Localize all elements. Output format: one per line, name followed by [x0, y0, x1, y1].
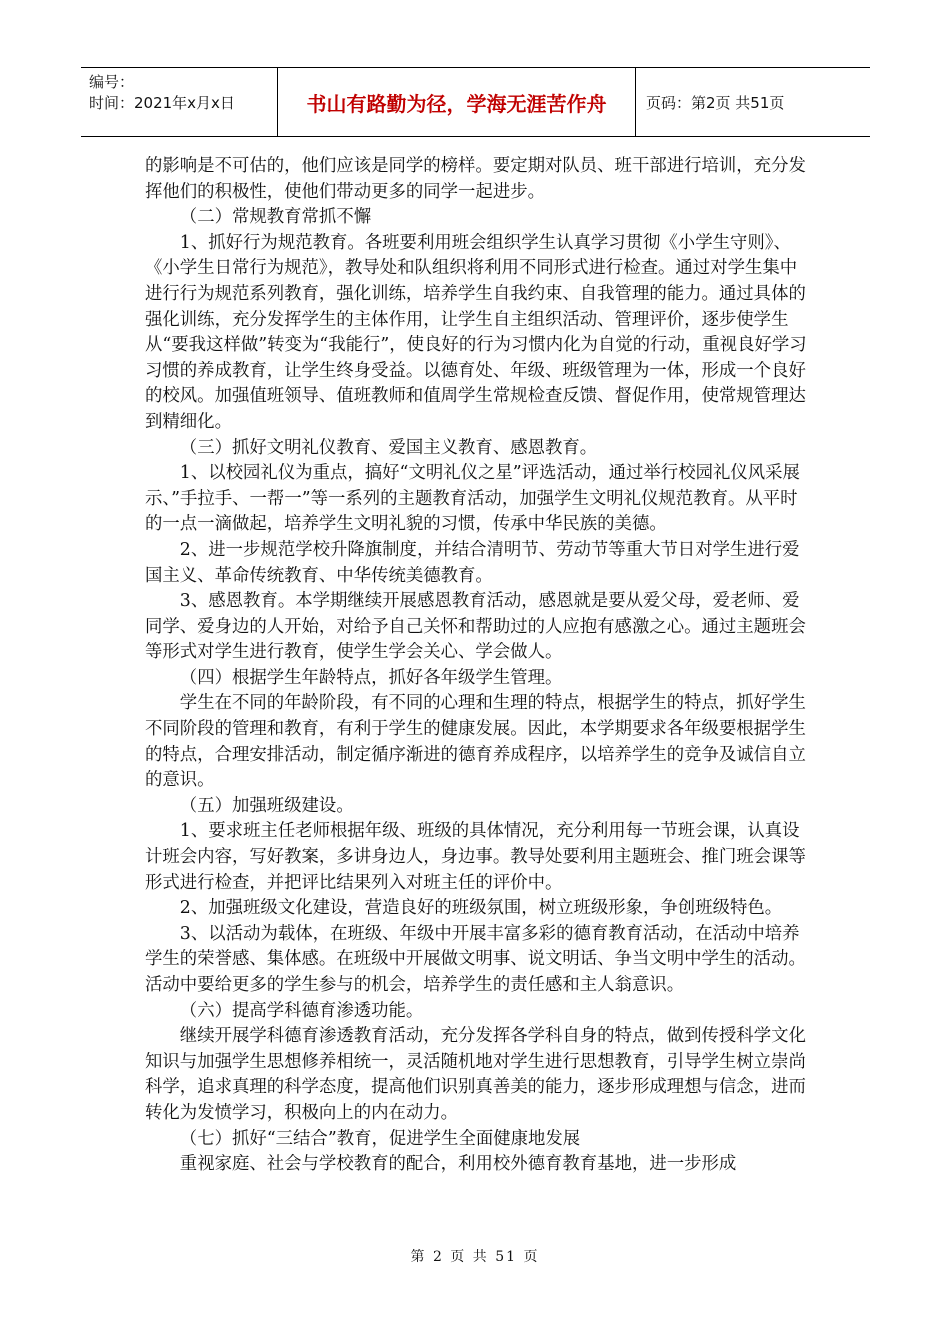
body-paragraph: 1、抓好行为规范教育。各班要利用班会组织学生认真学习贯彻《小学生守则》、《小学生日常行为规范》，教导处和队组织将利用不同形式进行检查。通过对学生集中进行行为规范系列教育，强化训练，培养学生自我约束、自我管理的能力。通过具体的强化训练，充分发挥学生的主体作用，让学生自主组织活动、管理评价，逐步使学生从“要我这样做”转变为“我能行”，使良好的行为习惯内化为自觉的行动，重视良好学习习惯的养成教育，让学生终身受益。以德育处、年级、班级管理为一体，形成一个良好的校风。加强值班领导、值班教师和值周学生常规检查反馈、督促作用，使常规管理达到精细化。: [145, 232, 807, 432]
section-heading: （三）抓好文明礼仪教育、爱国主义教育、感恩教育。: [179, 437, 598, 458]
section-heading: （七）抓好“三结合”教育，促进学生全面健康地发展: [179, 1128, 581, 1149]
body-paragraph: 重视家庭、社会与学校教育的配合，利用校外德育教育基地，进一步形成: [179, 1154, 737, 1175]
header-motto: 书山有路勤为径，学海无涯苦作舟: [278, 68, 636, 136]
document-body: [145, 154, 810, 1178]
page-footer: 第 2 页 共 51 页: [410, 1249, 540, 1265]
section-heading: （五）加强班级建设。: [179, 795, 354, 816]
document-number-label: 编号：: [89, 73, 135, 91]
header-page-code: 页码：第2页 共51页: [646, 93, 785, 112]
header-meta: [81, 68, 278, 136]
body-paragraph: 1、要求班主任老师根据年级、班级的具体情况，充分利用每一节班会课，认真设计班会内容，写好教案，多讲身边人，身边事。教导处要利用主题班会、推门班会课等形式进行检查，并把评比结果列入对班主任的评价中。: [145, 821, 806, 893]
body-paragraph: 2、进一步规范学校升降旗制度，并结合清明节、劳动节等重大节日对学生进行爱国主义、革命传统教育、中华传统美德教育。: [145, 539, 800, 586]
body-paragraph: 2、加强班级文化建设，营造良好的班级氛围，树立班级形象，争创班级特色。: [179, 898, 783, 919]
body-paragraph: 学生在不同的年龄阶段，有不同的心理和生理的特点，根据学生的特点，抓好学生不同阶段的管理和教育，有利于学生的健康发展。因此，本学期要求各年级要根据学生的特点，合理安排活动，制定循序渐进的德育养成程序，以培养学生的竞争及诚信自立的意识。: [145, 693, 806, 791]
page-header: [81, 67, 870, 137]
body-paragraph: 的影响是不可估的，他们应该是同学的榜样。要定期对队员、班干部进行培训，充分发挥他们的积极性，使他们带动更多的同学一起进步。: [145, 156, 806, 202]
body-paragraph: 3、感恩教育。本学期继续开展感恩教育活动，感恩就是要从爱父母，爱老师、爱同学、爱身边的人开始，对给予自己关怀和帮助过的人应抱有感激之心。通过主题班会等形式对学生进行教育，使学生学会关心、学会做人。: [145, 591, 806, 663]
body-paragraph: 1、以校园礼仪为重点，搞好“文明礼仪之星”评选活动，通过举行校园礼仪风采展示、”手拉手、一帮一”等一系列的主题教育活动，加强学生文明礼仪规范教育。从平时的一点一滴做起，培养学生文明礼貌的习惯，传承中华民族的美德。: [145, 463, 800, 535]
body-paragraph: 继续开展学科德育渗透教育活动，充分发挥各学科自身的特点，做到传授科学文化知识与加强学生思想修养相统一，灵活随机地对学生进行思想教育，引导学生树立崇尚科学，追求真理的科学态度，提高他们识别真善美的能力，逐步形成理想与信念，进而转化为发愤学习，积极向上的内在动力。: [145, 1026, 806, 1123]
body-paragraph: 3、以活动为载体，在班级、年级中开展丰富多彩的德育教育活动，在活动中培养学生的荣誉感、集体感。在班级中开展做文明事、说文明话、争当文明中学生的活动。活动中要给更多的学生参与的机会，培养学生的责任感和主人翁意识。: [145, 923, 806, 995]
section-heading: （二）常规教育常抓不懈: [179, 207, 372, 228]
document-time-label: 时间：2021年x月x日: [89, 94, 235, 112]
section-heading: （四）根据学生年龄特点，抓好各年级学生管理。: [179, 667, 563, 688]
section-heading: （六）提高学科德育渗透功能。: [179, 1000, 424, 1021]
